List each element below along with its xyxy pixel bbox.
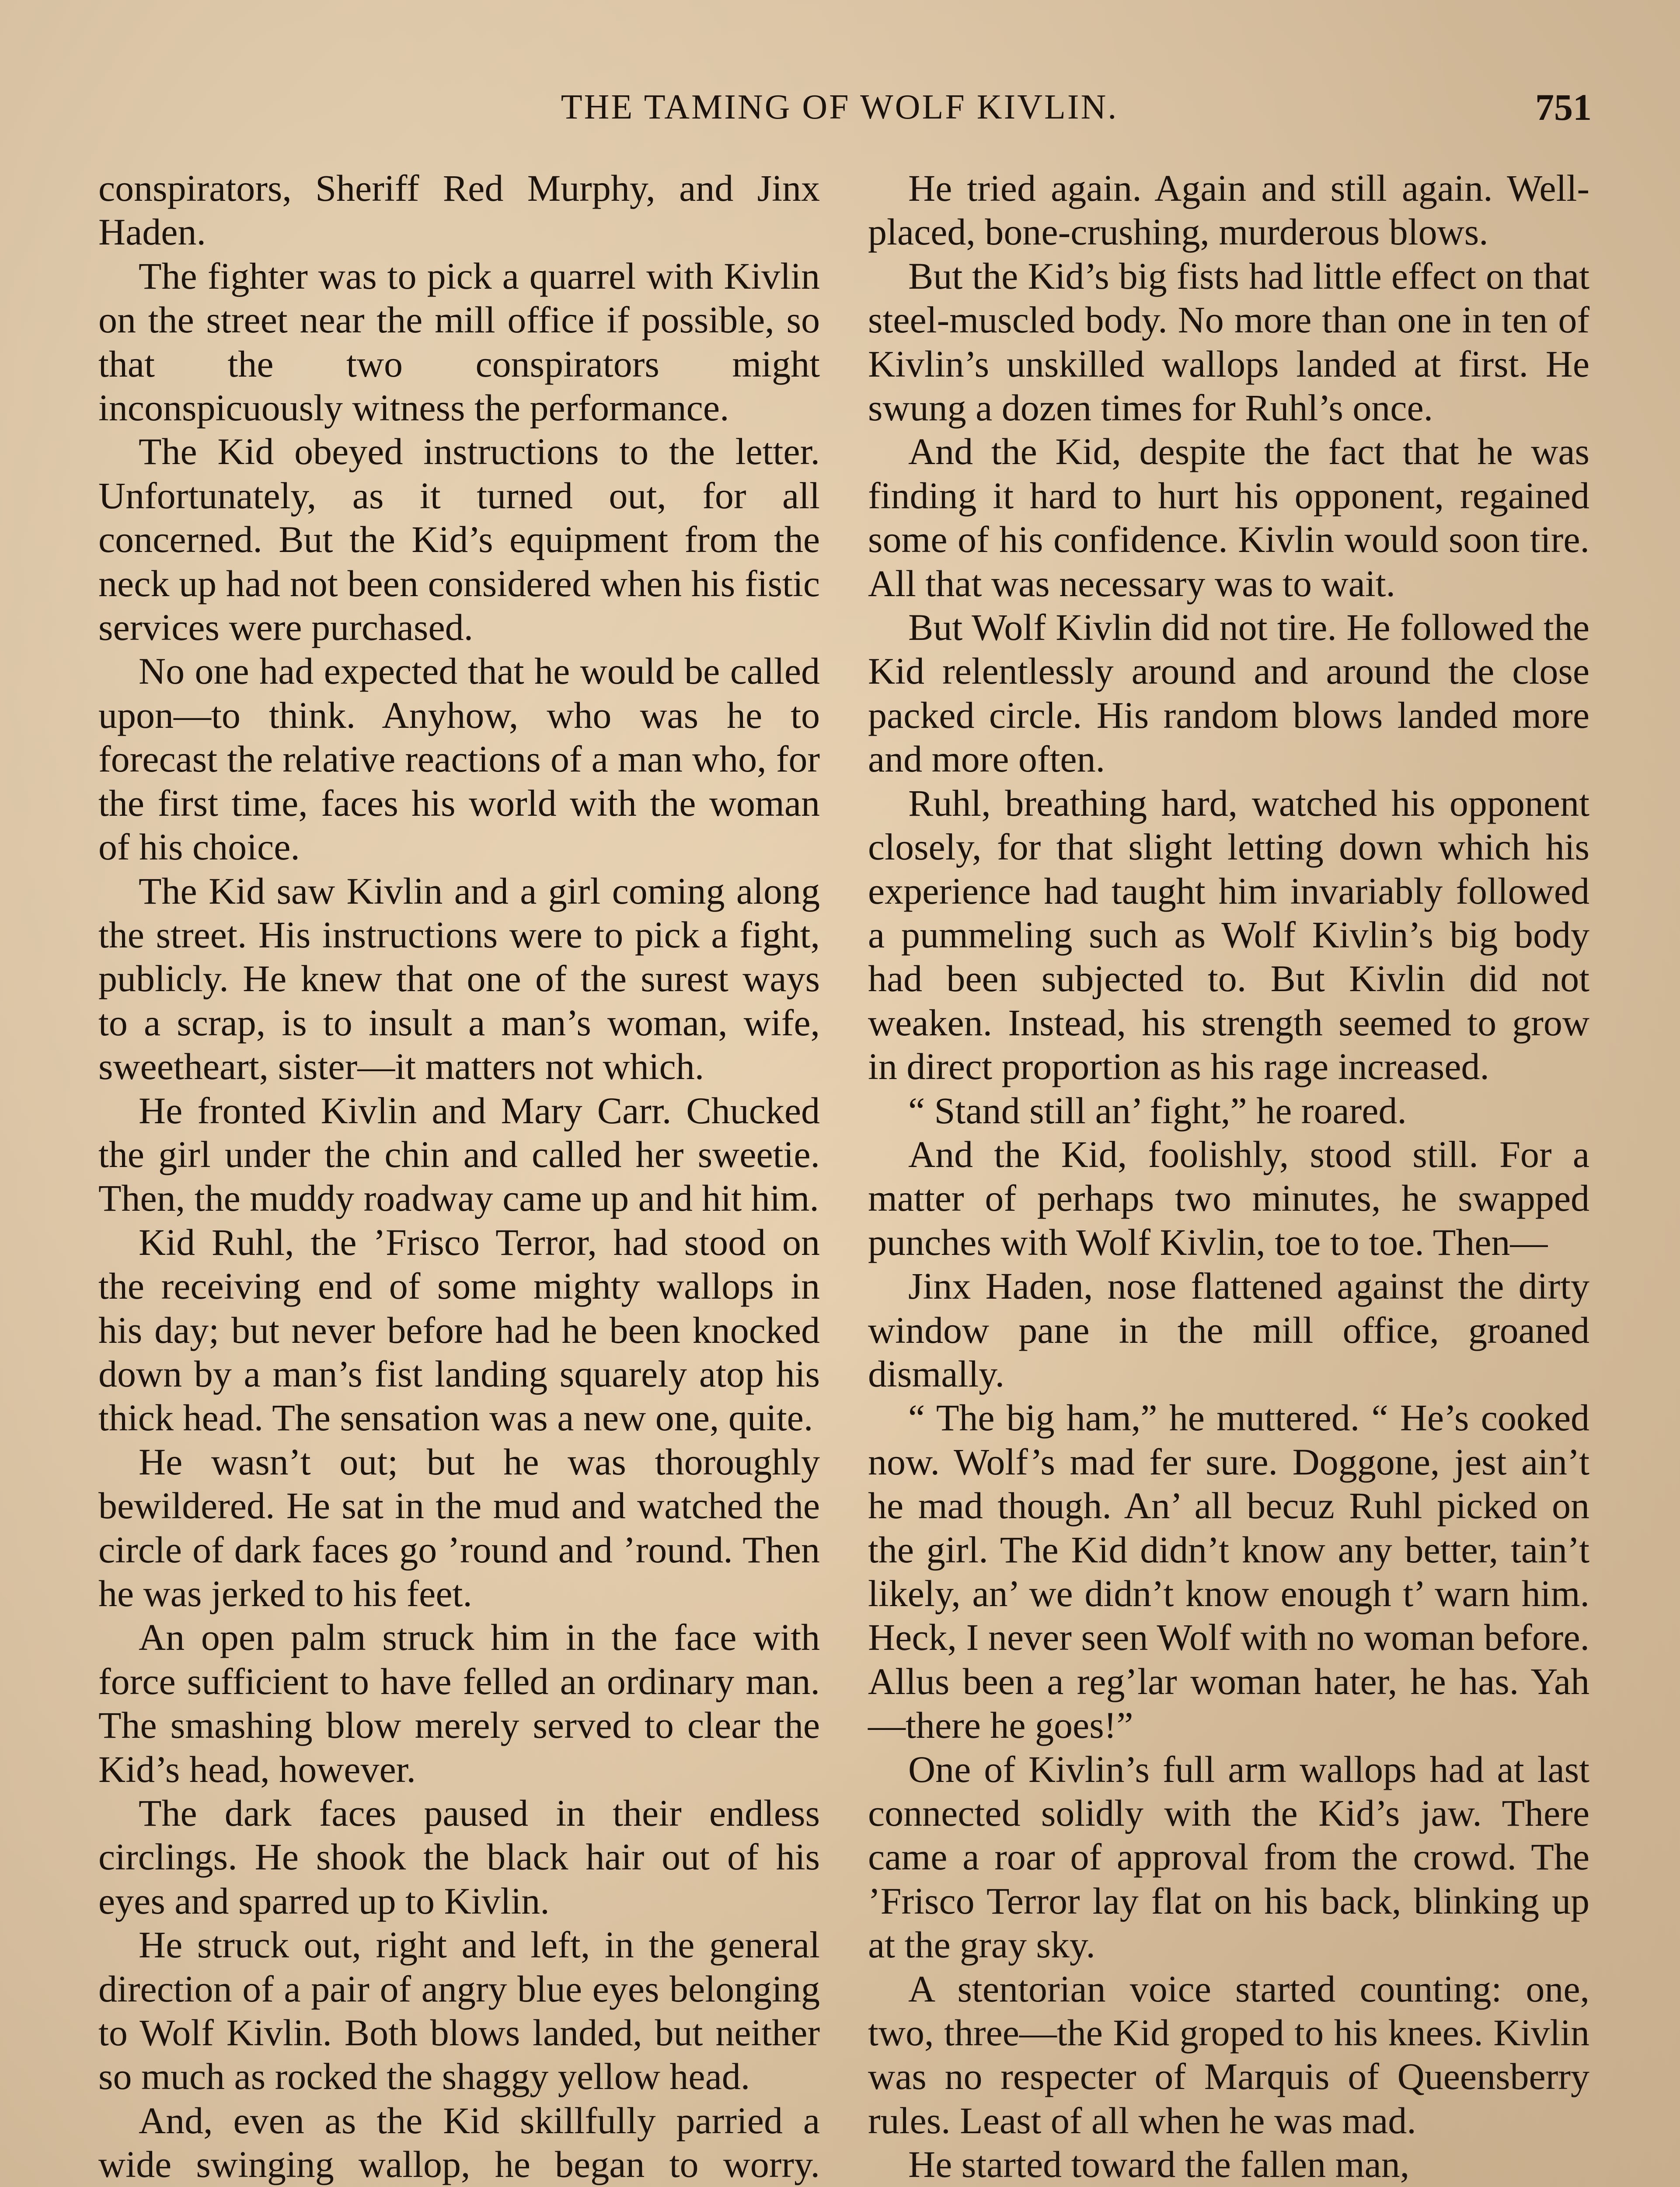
paragraph: And the Kid, foolishly, stood still. For a matter of perhaps two minutes, he swapped punches with Wolf Kivlin, toe to toe. Then—	[868, 1133, 1589, 1263]
paragraph: He started toward the fallen man,	[908, 2143, 1410, 2186]
paragraph: And the Kid, despite the fact that he was finding it hard to hurt his opponent, regained some of his confidence. Kivlin would soon tire. All that was necessary was to wait.	[868, 430, 1589, 604]
paragraph: He struck out, right and left, in the general direction of a pair of angry blue eyes belonging to Wolf Kivlin. Both blows landed, but neither so much as rocked the shaggy yellow head.	[98, 1924, 820, 2098]
paragraph: A stentorian voice started counting: one, two, three—the Kid groped to his knees. Kivlin was no respecter of Marquis of Queensberry rules. Least of all when he was mad.	[868, 1967, 1589, 2142]
page-number: 751	[1535, 86, 1592, 128]
left-column	[98, 166, 820, 2187]
running-head	[87, 83, 1592, 131]
running-title: THE TAMING OF WOLF KIVLIN.	[561, 88, 1119, 126]
paragraph: “ Stand still an’ fight,” he roared.	[908, 1089, 1407, 1132]
paragraph: He wasn’t out; but he was thoroughly bewildered. He sat in the mud and watched the circle of dark faces go ’round and ’round. Then he was jerked to his feet.	[98, 1440, 820, 1614]
paragraph: The Kid saw Kivlin and a girl coming along the street. His instructions were to pick a fight, publicly. He knew that one of the surest ways to a scrap, is to insult a man’s woman, wife, sweetheart, sister—it matters not which.	[98, 870, 820, 1088]
paragraph: Jinx Haden, nose flattened against the dirty window pane in the mill office, groaned dismally.	[868, 1265, 1589, 1395]
paragraph: Kid Ruhl, the ’Frisco Terror, had stood on the receiving end of some mighty wallops in his day; but never before had he been knocked down by a man’s fist landing squarely atop his thick head. The sensation was a new one, quite.	[98, 1221, 820, 1439]
paragraph: The dark faces paused in their endless circlings. He shook the black hair out of his eyes and sparred up to Kivlin.	[98, 1792, 820, 1922]
right-column	[868, 166, 1589, 2187]
paragraph: conspirators, Sheriff Red Murphy, and Jinx Haden.	[98, 167, 820, 253]
paragraph: He tried again. Again and still again. Well-placed, bone-crushing, murderous blows.	[868, 167, 1589, 253]
paragraph: “ The big ham,” he muttered. “ He’s cooked now. Wolf’s mad fer sure. Doggone, jest ain’t he mad though. An’ all becuz Ruhl picked on the girl. The Kid didn’t know any better, tain’t likely, an’ we didn’t know enough t’ warn him. Heck, I never seen Wolf with no woman before. Allus been a reg’lar woman hater, he has. Yah—there he goes!”	[868, 1397, 1589, 1747]
paragraph: And, even as the Kid skillfully parried a wide swinging wallop, he began to worry.	[98, 2099, 820, 2186]
paragraph: No one had expected that he would be called upon—to think. Anyhow, who was he to forecast the relative reactions of a man who, for the first time, faces his world with the woman of his choice.	[98, 650, 820, 868]
paragraph: The fighter was to pick a quarrel with Kivlin on the street near the mill office if possible, so that the two conspirators might inconspicuously witness the performance.	[98, 255, 820, 429]
paragraph: But the Kid’s big fists had little effect on that steel-muscled body. No more than one in ten of Kivlin’s unskilled wallops landed at first. He swung a dozen times for Ruhl’s once.	[868, 255, 1589, 429]
paragraph: One of Kivlin’s full arm wallops had at last connected solidly with the Kid’s jaw. There came a roar of approval from the crowd. The ’Frisco Terror lay flat on his back, blinking up at the gray sky.	[868, 1748, 1589, 1966]
paragraph: Ruhl, breathing hard, watched his opponent closely, for that slight letting down which his experience had taught him invariably followed a pummeling such as Wolf Kivlin’s big body had been subjected to. But Kivlin did not weaken. Instead, his strength seemed to grow in direct proportion as his rage increased.	[868, 782, 1589, 1088]
text-columns	[98, 166, 1590, 2187]
paragraph: An open palm struck him in the face with force sufficient to have felled an ordinary man. The smashing blow merely served to clear the Kid’s head, however.	[98, 1616, 820, 1790]
paragraph: But Wolf Kivlin did not tire. He followed the Kid relentlessly around and around the close packed circle. His random blows landed more and more often.	[868, 606, 1589, 780]
paragraph: He fronted Kivlin and Mary Carr. Chucked the girl under the chin and called her sweetie. Then, the muddy roadway came up and hit him.	[98, 1089, 820, 1219]
paragraph: The Kid obeyed instructions to the letter. Unfortunately, as it turned out, for all concerned. But the Kid’s equipment from the neck up had not been considered when his fistic services were purchased.	[98, 430, 820, 649]
